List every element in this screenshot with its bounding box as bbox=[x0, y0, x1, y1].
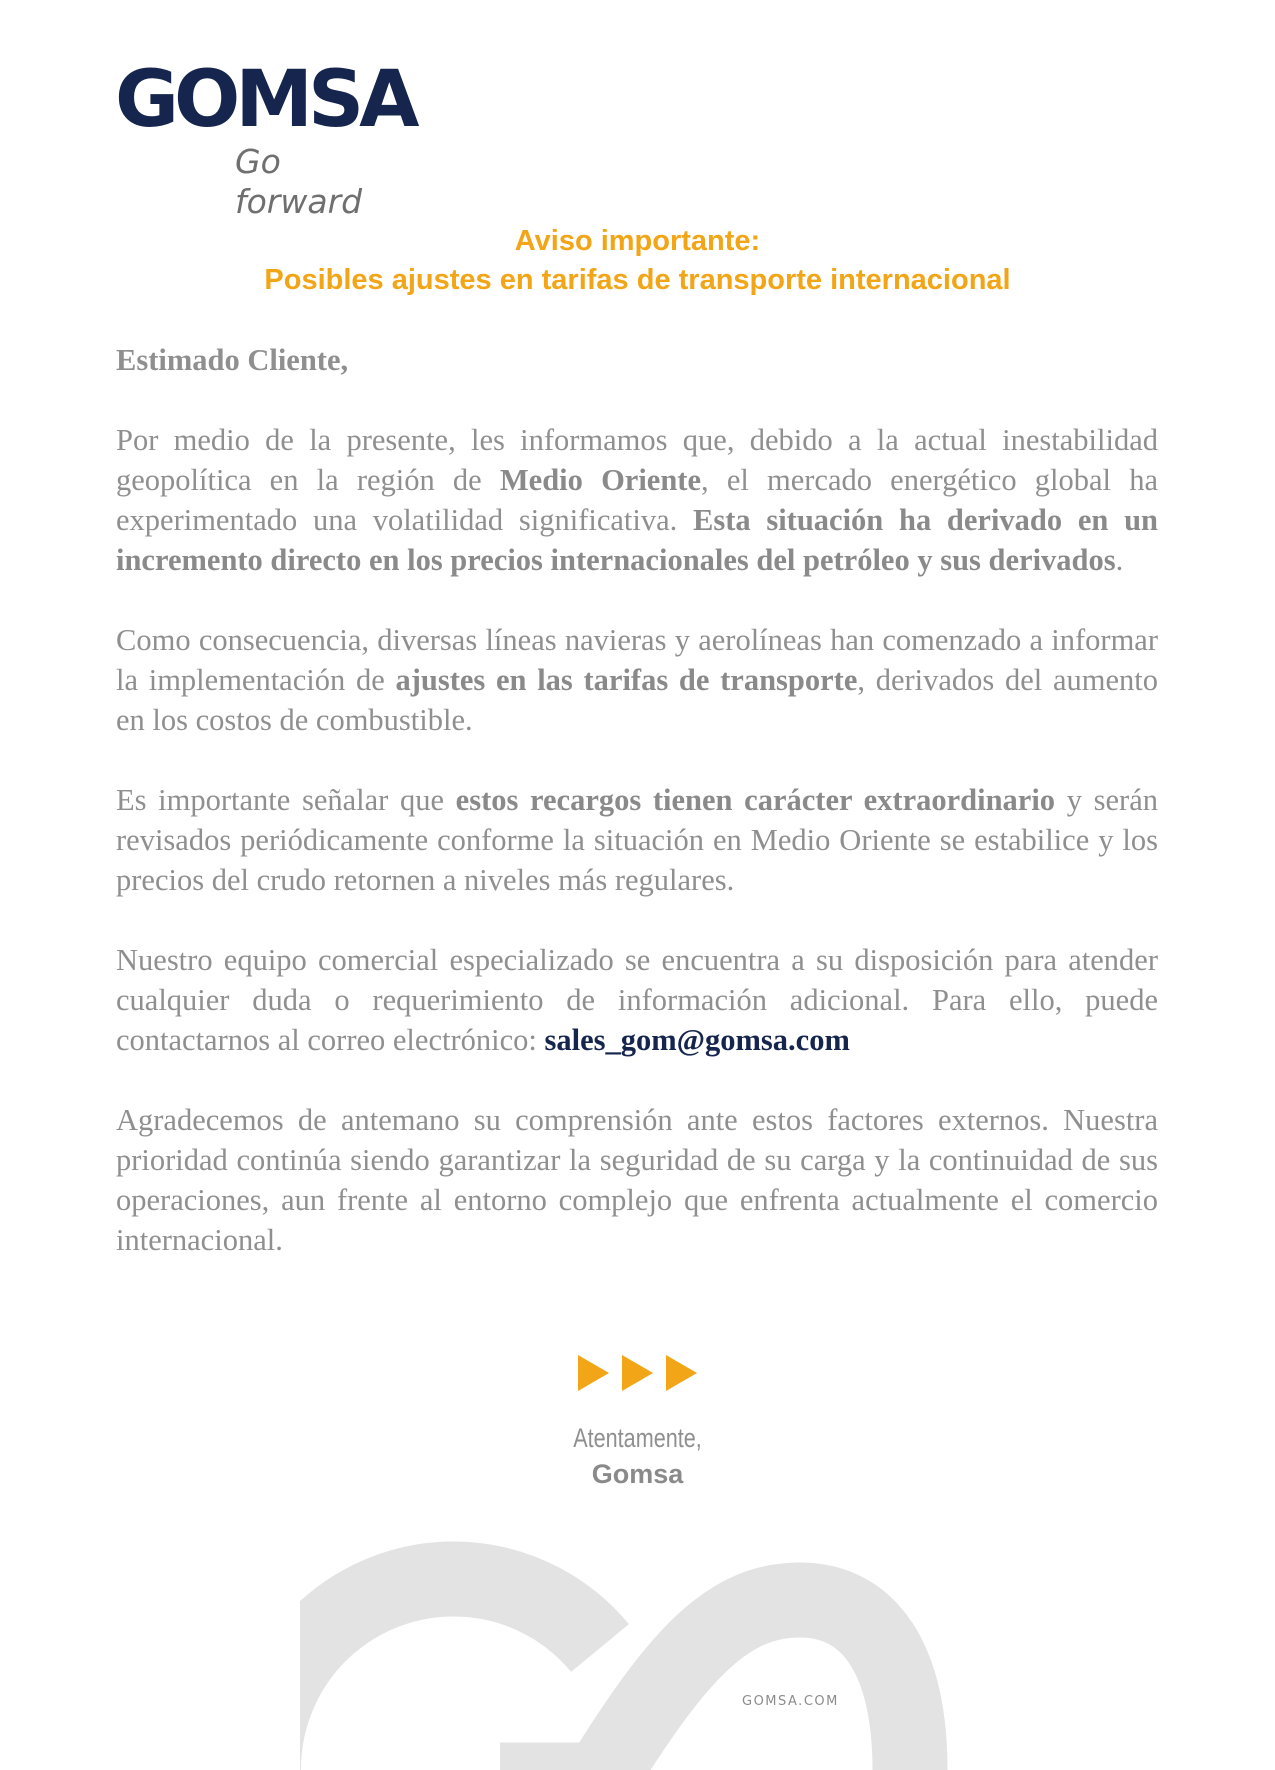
paragraph-2 bbox=[116, 620, 1158, 740]
greeting: Estimado Cliente, bbox=[116, 343, 349, 377]
logo-wordmark: GOMSA bbox=[115, 55, 415, 145]
paragraph-4 bbox=[116, 940, 1158, 1060]
p2-text-c: , derivados del aumento en los costos de combustible. bbox=[116, 663, 1158, 737]
paragraph-5: Agradecemos de antemano su comprensión ante estos factores externos. Nuestra prioridad continúa siendo garantizar la seguridad de su carga y la continuidad de sus operaciones, aun frente al entorno complejo que enfrenta actualmente el comercio internacional. bbox=[116, 1103, 1158, 1257]
paragraph-3 bbox=[116, 780, 1158, 900]
signature-name: Gomsa bbox=[591, 1459, 684, 1489]
p1-bold-region: Medio Oriente bbox=[499, 463, 702, 497]
go-watermark-icon bbox=[300, 1530, 980, 1770]
arrow-icon bbox=[622, 1355, 653, 1391]
contact-email-link[interactable]: sales_gom@gomsa.com bbox=[544, 1023, 850, 1057]
paragraph-1 bbox=[116, 420, 1158, 580]
p1-bold-statement: Esta situación ha derivado en un incremento directo en los precios internacionales del petróleo y sus derivados bbox=[116, 503, 1159, 577]
p1-text-e: . bbox=[1115, 543, 1124, 577]
letter-body bbox=[116, 340, 1158, 1300]
p3-text-a: Es importante señalar que bbox=[116, 783, 456, 817]
arrow-icon bbox=[578, 1355, 609, 1391]
p2-bold: ajustes en las tarifas de transporte bbox=[395, 663, 858, 697]
p1-text-a: Por medio de la presente, les informamos que, debido a la actual inestabilidad geopolítica en la región de bbox=[116, 423, 1158, 497]
title-line-2: Posibles ajustes en tarifas de transporte internacional bbox=[264, 264, 1011, 296]
p2-text-a: Como consecuencia, diversas líneas navieras y aerolíneas han comenzado a informar la implementación de bbox=[116, 623, 1158, 697]
p4-text-a: Nuestro equipo comercial especializado se encuentra a su disposición para atender cualquier duda o requerimiento de información adicional. Para ello, puede contactarnos al correo electrónico: bbox=[116, 943, 1158, 1057]
p1-text-c: , el mercado energético global ha experimentado una volatilidad significativa. bbox=[116, 463, 1158, 537]
title-line-1: Aviso importante: bbox=[514, 225, 761, 257]
notice-title bbox=[0, 222, 1275, 300]
gomsa-logo bbox=[115, 55, 415, 221]
website-label: GOMSA.COM bbox=[742, 1694, 839, 1709]
signature-closing: Atentamente, bbox=[573, 1423, 702, 1453]
logo-tagline: Go forward bbox=[235, 142, 363, 221]
triple-arrow-icon bbox=[578, 1355, 698, 1395]
p3-bold: estos recargos tienen carácter extraordinario bbox=[455, 783, 1056, 817]
p3-text-c: y serán revisados periódicamente conforme la situación en Medio Oriente se estabilice y los precios del crudo retornen a niveles más regulares. bbox=[116, 783, 1158, 897]
arrow-icon bbox=[666, 1355, 697, 1391]
